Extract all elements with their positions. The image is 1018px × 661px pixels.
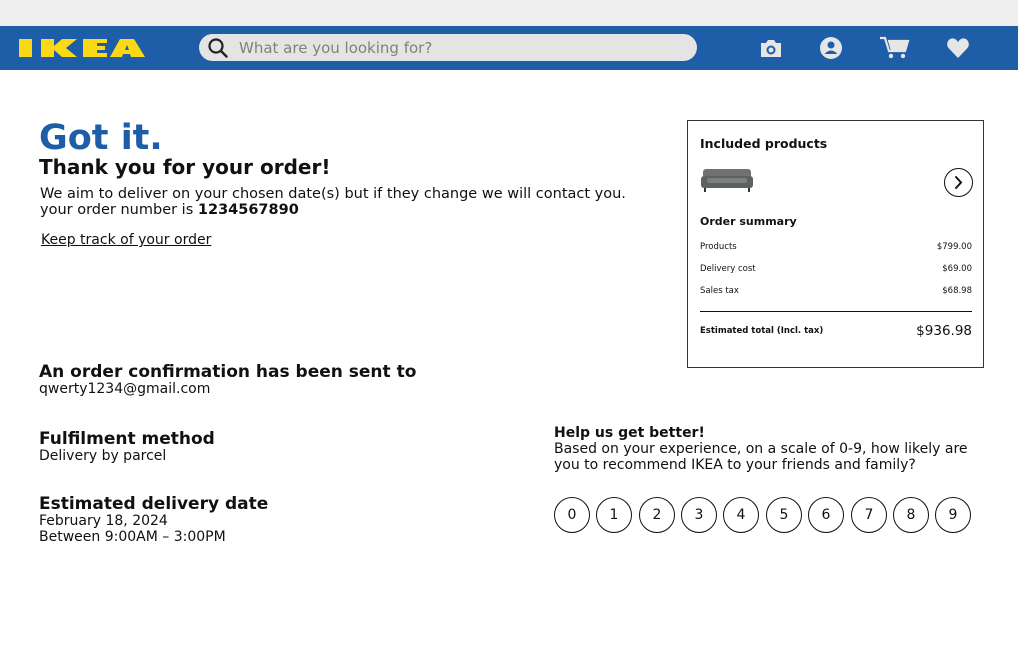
heart-icon[interactable] <box>946 35 970 65</box>
subheadline: Thank you for your order! <box>39 155 331 179</box>
track-order-link[interactable]: Keep track of your order <box>41 232 212 248</box>
summary-row-label: Products <box>700 242 737 252</box>
rating-button-6[interactable]: 6 <box>808 497 844 533</box>
rating-button-4[interactable]: 4 <box>723 497 759 533</box>
product-thumbnail[interactable] <box>700 165 754 199</box>
email-value: qwerty1234@gmail.com <box>39 381 211 397</box>
summary-row-label: Delivery cost <box>700 264 756 274</box>
summary-row-products <box>700 242 972 252</box>
delivery-note-text: We aim to deliver on your chosen date(s) but if they change we will contact you. <box>40 186 626 202</box>
summary-row-label: Sales tax <box>700 286 739 296</box>
chevron-right-icon <box>945 169 972 196</box>
delivery-date-value: February 18, 2024 <box>39 513 168 529</box>
site-header <box>0 26 1018 70</box>
view-products-button[interactable] <box>944 168 973 197</box>
headline: Got it. <box>39 118 163 158</box>
fulfilment-value: Delivery by parcel <box>39 448 167 464</box>
rating-button-3[interactable]: 3 <box>681 497 717 533</box>
rating-button-5[interactable]: 5 <box>766 497 802 533</box>
rating-button-1[interactable]: 1 <box>596 497 632 533</box>
delivery-date-title: Estimated delivery date <box>39 494 269 514</box>
camera-icon[interactable] <box>759 35 783 65</box>
delivery-note <box>40 186 626 218</box>
order-summary-panel <box>687 120 984 368</box>
cart-icon[interactable] <box>879 35 910 65</box>
order-summary-title: Order summary <box>700 215 797 228</box>
rating-button-9[interactable]: 9 <box>935 497 971 533</box>
included-products-title: Included products <box>700 136 828 151</box>
summary-row-delivery <box>700 264 972 274</box>
feedback-title: Help us get better! <box>554 425 705 441</box>
total-value: $936.98 <box>916 323 972 339</box>
order-number: 1234567890 <box>197 202 299 218</box>
total-label: Estimated total (Incl. tax) <box>700 326 824 336</box>
fulfilment-title: Fulfilment method <box>39 429 215 449</box>
email-title: An order confirmation has been sent to <box>39 362 417 382</box>
rating-button-0[interactable]: 0 <box>554 497 590 533</box>
search-bar[interactable] <box>199 34 697 61</box>
search-input[interactable]: What are you looking for? <box>239 39 433 57</box>
rating-button-7[interactable]: 7 <box>851 497 887 533</box>
summary-total-row <box>700 323 972 339</box>
search-icon <box>207 37 229 59</box>
summary-row-value: $799.00 <box>936 242 972 252</box>
ikea-logo[interactable] <box>19 39 147 57</box>
summary-row-value: $69.00 <box>942 264 972 274</box>
account-icon[interactable] <box>819 35 843 65</box>
summary-row-tax <box>700 286 972 296</box>
order-number-prefix: your order number is <box>40 202 194 218</box>
rating-button-2[interactable]: 2 <box>639 497 675 533</box>
feedback-question: Based on your experience, on a scale of 0-9, how likely are you to recommend IKEA to your friends and family? <box>554 441 968 473</box>
browser-top-strip <box>0 0 1018 26</box>
rating-button-8[interactable]: 8 <box>893 497 929 533</box>
summary-divider <box>700 311 972 312</box>
delivery-window-value: Between 9:00AM – 3:00PM <box>39 529 226 545</box>
summary-row-value: $68.98 <box>942 286 972 296</box>
